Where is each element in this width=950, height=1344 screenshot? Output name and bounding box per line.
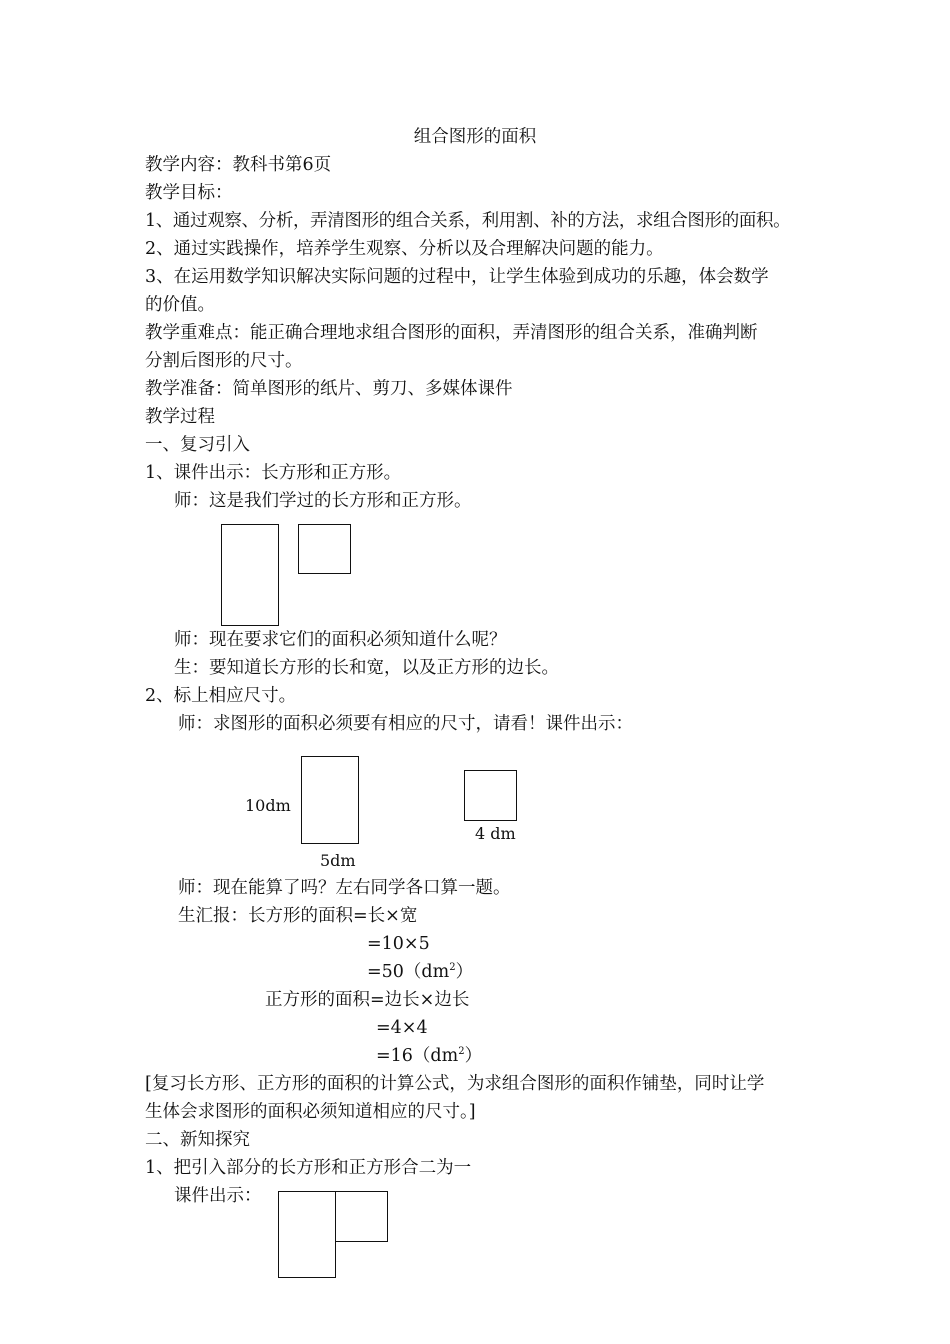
rectangle-area-unit-exponent: 2 [449,962,456,974]
square-side-label: 4 dm [475,824,516,843]
teacher-line-2: 师：求图形的面积必须要有相应的尺寸，请看！课件出示： [178,714,633,734]
square-shape [298,524,351,574]
note-line2: 生体会求图形的面积必须知道相应的尺寸。] [145,1102,476,1122]
square-area-unit-exponent: 2 [458,1046,465,1058]
combined-square [335,1191,388,1242]
key-points-line2: 分割后图形的尺寸。 [145,351,303,371]
goal-1: 1、通过观察、分析，弄清图形的组合关系，利用割、补的方法，求组合图形的面积。 [145,211,791,231]
step-1-2: 2、标上相应尺寸。 [145,686,297,706]
rectangle-area-formula: 生汇报：长方形的面积=长×宽 [178,906,418,926]
note-line1: [复习长方形、正方形的面积的计算公式，为求组合图形的面积作铺垫，同时让学 [145,1074,765,1094]
square-area-step1: =4×4 [376,1018,428,1038]
rectangle-area-result [367,961,473,983]
goals-heading: 教学目标： [145,183,233,203]
rectangle-width-label: 5dm [320,851,356,870]
courseware-show: 课件出示： [174,1186,262,1206]
square-area-formula: 正方形的面积=边长×边长 [265,990,470,1010]
rectangle-area-close: ） [455,962,474,982]
step-2-1: 1、把引入部分的长方形和正方形合二为一 [145,1158,472,1178]
section-1-heading: 一、复习引入 [145,435,250,455]
key-points-line1: 教学重难点：能正确合理地求组合图形的面积，弄清图形的组合关系，准确判断 [145,323,758,343]
rectangle-length-label: 10dm [245,796,291,815]
preparation: 教学准备：简单图形的纸片、剪刀、多媒体课件 [145,379,513,399]
section-2-heading: 二、新知探究 [145,1130,250,1150]
rectangle-area-value: =50（dm [367,962,450,982]
student-answer: 生：要知道长方形的长和宽，以及正方形的边长。 [174,658,559,678]
goal-3-line2: 的价值。 [145,295,215,315]
process-heading: 教学过程 [145,407,215,427]
rectangle-shape [221,524,279,626]
rectangle-shape-labelled [301,756,359,844]
teacher-line-1: 师：这是我们学过的长方形和正方形。 [174,491,472,511]
teaching-content: 教学内容：教科书第6页 [145,155,332,175]
square-area-value: =16（dm [376,1046,459,1066]
rectangle-area-step1: =10×5 [367,934,430,954]
square-area-close: ） [464,1046,483,1066]
goal-3-line1: 3、在运用数学知识解决实际问题的过程中，让学生体验到成功的乐趣，体会数学 [145,267,769,287]
teacher-question: 师：现在要求它们的面积必须知道什么呢？ [174,630,507,650]
square-area-result [376,1045,482,1067]
teacher-calc-question: 师：现在能算了吗？左右同学各口算一题。 [178,878,511,898]
page-title: 组合图形的面积 [413,127,537,147]
goal-2: 2、通过实践操作，培养学生观察、分析以及合理解决问题的能力。 [145,239,664,259]
combined-rectangle [278,1191,336,1278]
square-shape-labelled [464,770,517,821]
step-1-1: 1、课件出示：长方形和正方形。 [145,463,402,483]
